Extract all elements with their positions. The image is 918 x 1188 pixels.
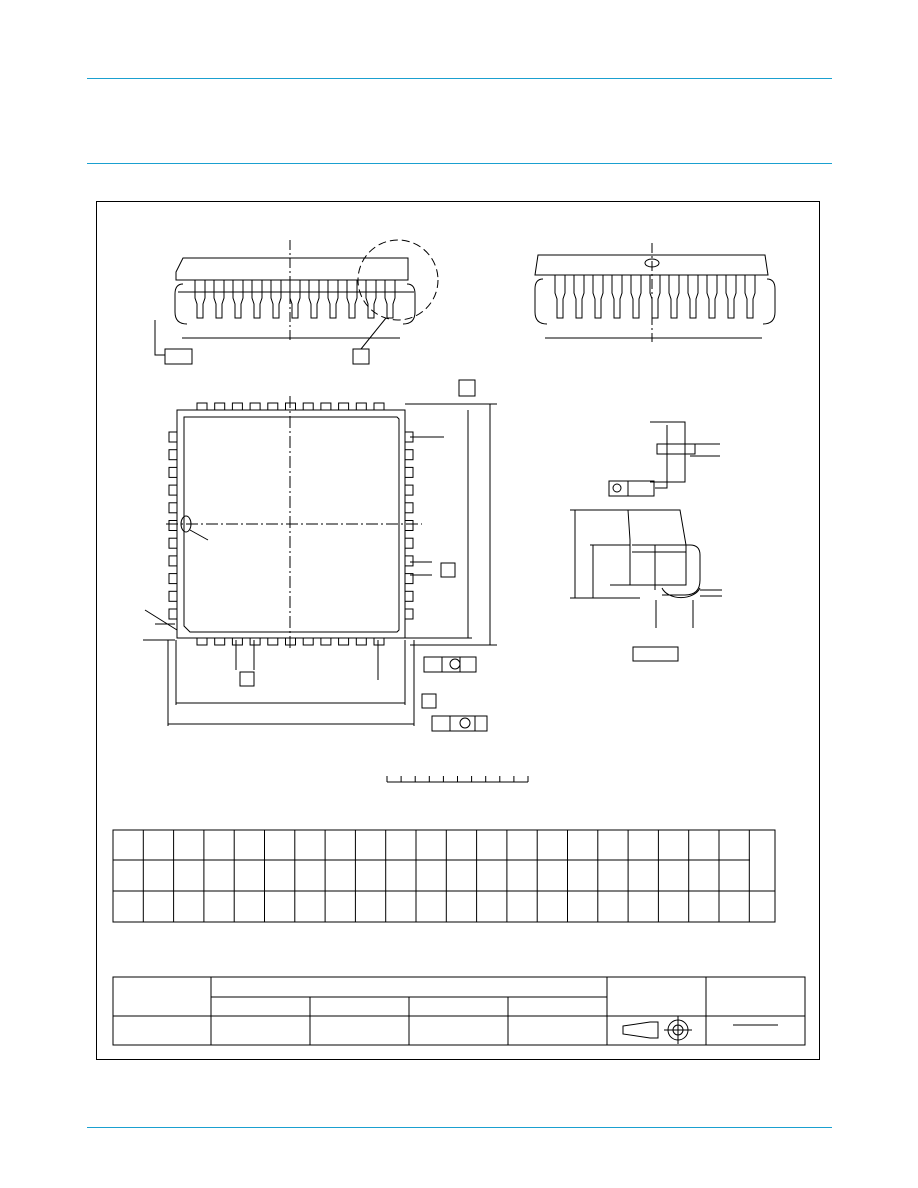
lead — [309, 280, 319, 318]
pad-right — [405, 485, 413, 495]
lead — [195, 280, 205, 318]
pad-top — [215, 403, 225, 410]
lead — [593, 275, 603, 318]
lead — [707, 275, 717, 318]
pad-left — [169, 521, 177, 531]
pad-right — [405, 609, 413, 619]
lead — [555, 275, 565, 318]
lead — [688, 275, 698, 318]
projection-cone-icon — [623, 1022, 658, 1038]
outline-table — [113, 977, 805, 1045]
pad-right — [405, 538, 413, 548]
pad-bottom — [321, 638, 331, 645]
scale-bar — [387, 776, 528, 782]
top-view — [143, 380, 497, 731]
lead — [252, 280, 262, 318]
pad-right — [405, 467, 413, 477]
pad-bottom — [303, 638, 313, 645]
pad-bottom — [374, 638, 384, 645]
pad-bottom — [232, 638, 242, 645]
pad-top — [303, 403, 313, 410]
pad-bottom — [197, 638, 207, 645]
lead — [233, 280, 243, 318]
detail-view — [570, 422, 722, 661]
side-view-right — [535, 243, 775, 342]
pad-left — [169, 467, 177, 477]
pad-right — [405, 521, 413, 531]
pad-left — [169, 485, 177, 495]
datum-box — [353, 349, 369, 364]
lead — [328, 280, 338, 318]
pad-left — [169, 538, 177, 548]
lead — [271, 280, 281, 318]
dimension-table — [113, 830, 775, 922]
pad-left — [169, 556, 177, 566]
lead — [612, 275, 622, 318]
pad-right — [405, 503, 413, 513]
side-view-left — [155, 240, 438, 364]
pad-left — [169, 432, 177, 442]
end-lead-left — [175, 284, 187, 324]
pad-left — [169, 591, 177, 601]
lead — [214, 280, 224, 318]
pad-right — [405, 556, 413, 566]
pad-top — [339, 403, 349, 410]
end-lead-right — [763, 279, 775, 324]
pad-bottom — [250, 638, 260, 645]
lead — [631, 275, 641, 318]
lead — [669, 275, 679, 318]
view-label-box — [633, 647, 678, 661]
pad-left — [169, 609, 177, 619]
pad-top — [197, 403, 207, 410]
lead — [290, 280, 300, 318]
pad-top — [250, 403, 260, 410]
pad-top — [374, 403, 384, 410]
pad-top — [268, 403, 278, 410]
lead — [726, 275, 736, 318]
lead — [745, 275, 755, 318]
pad-right — [405, 591, 413, 601]
pad-bottom — [339, 638, 349, 645]
pad-left — [169, 503, 177, 513]
pad-right — [405, 450, 413, 460]
pad-bottom — [356, 638, 366, 645]
lead — [347, 280, 357, 318]
lead — [385, 280, 395, 318]
pad-top — [356, 403, 366, 410]
pad-top — [321, 403, 331, 410]
lead — [574, 275, 584, 318]
pad-bottom — [268, 638, 278, 645]
pad-bottom — [215, 638, 225, 645]
pad-left — [169, 574, 177, 584]
pad-top — [232, 403, 242, 410]
end-lead-left — [535, 279, 547, 324]
pad-left — [169, 450, 177, 460]
